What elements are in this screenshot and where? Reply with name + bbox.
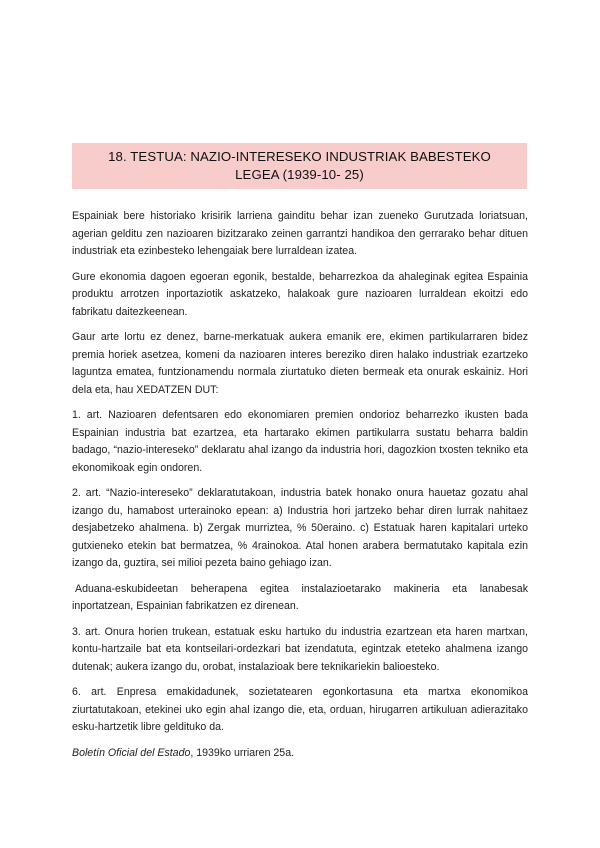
source-date: , 1939ko urriaren 25a. xyxy=(190,746,295,759)
paragraph-article-2: 2. art. “Nazio-intereseko” deklaratutakoan, industria batek honako onura hauetaz gozatu ahal izango du, hamabost urterainoko epean: a) Industria hori jartzeko behar diren lurrak nahitaez desjabetzeko ahalmena. b) Zergak murriztea, % 50eraino. c) Estatuak haren kapitalari urteko gutxieneko etekin bat bermatzea, % 4rainokoa. Atal honen arabera bermatutako kapitala ezin izango da, guztira, sei milioi pezeta baino gehiago izan. xyxy=(72,487,528,569)
title-banner xyxy=(72,143,527,189)
document-body xyxy=(72,208,528,770)
document-title-line-1: 18. TESTUA: NAZIO-INTERESEKO INDUSTRIAK BABESTEKO xyxy=(108,149,491,164)
paragraph-article-3: 3. art. Onura horien trukean, estatuak esku hartuko du industria ezartzean eta haren martxan, kontu-hartzaile bat eta kontseilari-ordezkari bat izendatuta, egintzak eteteko ahalmena izango dutenak; aukera izango du, orobat, instalazioak bere teknikariekin balioesteko. xyxy=(72,625,528,673)
document-title-line-2: LEGEA (1939-10- 25) xyxy=(235,167,364,182)
paragraph-decree: Gaur arte lortu ez denez, barne-merkatuak aukera emanik ere, ekimen partikularraren bidez premia horiek asetzea, komeni da nazioaren interes bereziko diren halako industriak ezartzeko laguntza ematea, funtzionamendu normala ziurtatuko dieten bermeak eta onurak eskainiz. Hori dela eta, hau XEDATZEN DUT: xyxy=(72,331,528,396)
source-citation xyxy=(72,745,528,763)
paragraph-customs: Aduana-eskubideetan beherapena egitea instalazioetarako makineria eta lanabesak inportatzean, Espainian fabrikatzen ez direnean. xyxy=(72,582,528,612)
paragraph-article-1: 1. art. Nazioaren defentsaren edo ekonomiaren premien ondorioz beharrezko ikusten bada Espainian industria bat ezartzea, eta hartarako ekimen partikularra sustatu beharra baldin badago, “nazio-intereseko” deklaratu ahal izango da industria hori, dagozkion txosten tekniko eta ekonomikoak egin ondoren. xyxy=(72,409,528,474)
paragraph-intro: Espainiak bere historiako krisirik larriena gainditu behar izan zueneko Gurutzada loriatsuan, agerian gelditu zen nazioaren bizitzarako zeinen garrantzi handikoa den gerrarako behar dituen industriak eta ezinbesteko lehengaiak bere lurraldean izatea. xyxy=(72,210,528,257)
paragraph-economy: Gure ekonomia dagoen egoeran egonik, bestalde, beharrezkoa da ahaleginak egitea Espainia produktu arrotzen inportaziotik askatzeko, halakoak gure nazioaren lurraldean ekoitzi edo fabrikatu daitezkeenean. xyxy=(72,270,528,318)
paragraph-article-6: 6. art. Enpresa emakidadunek, sozietatearen egonkortasuna eta martxa ekonomikoa ziurtatutakoan, etekinei uko egin ahal izango die, eta, orduan, hirugarren artikuluan adierazitako esku-hartzetik libre geldituko da. xyxy=(72,686,528,733)
source-title: Boletín Oficial del Estado xyxy=(72,746,191,759)
